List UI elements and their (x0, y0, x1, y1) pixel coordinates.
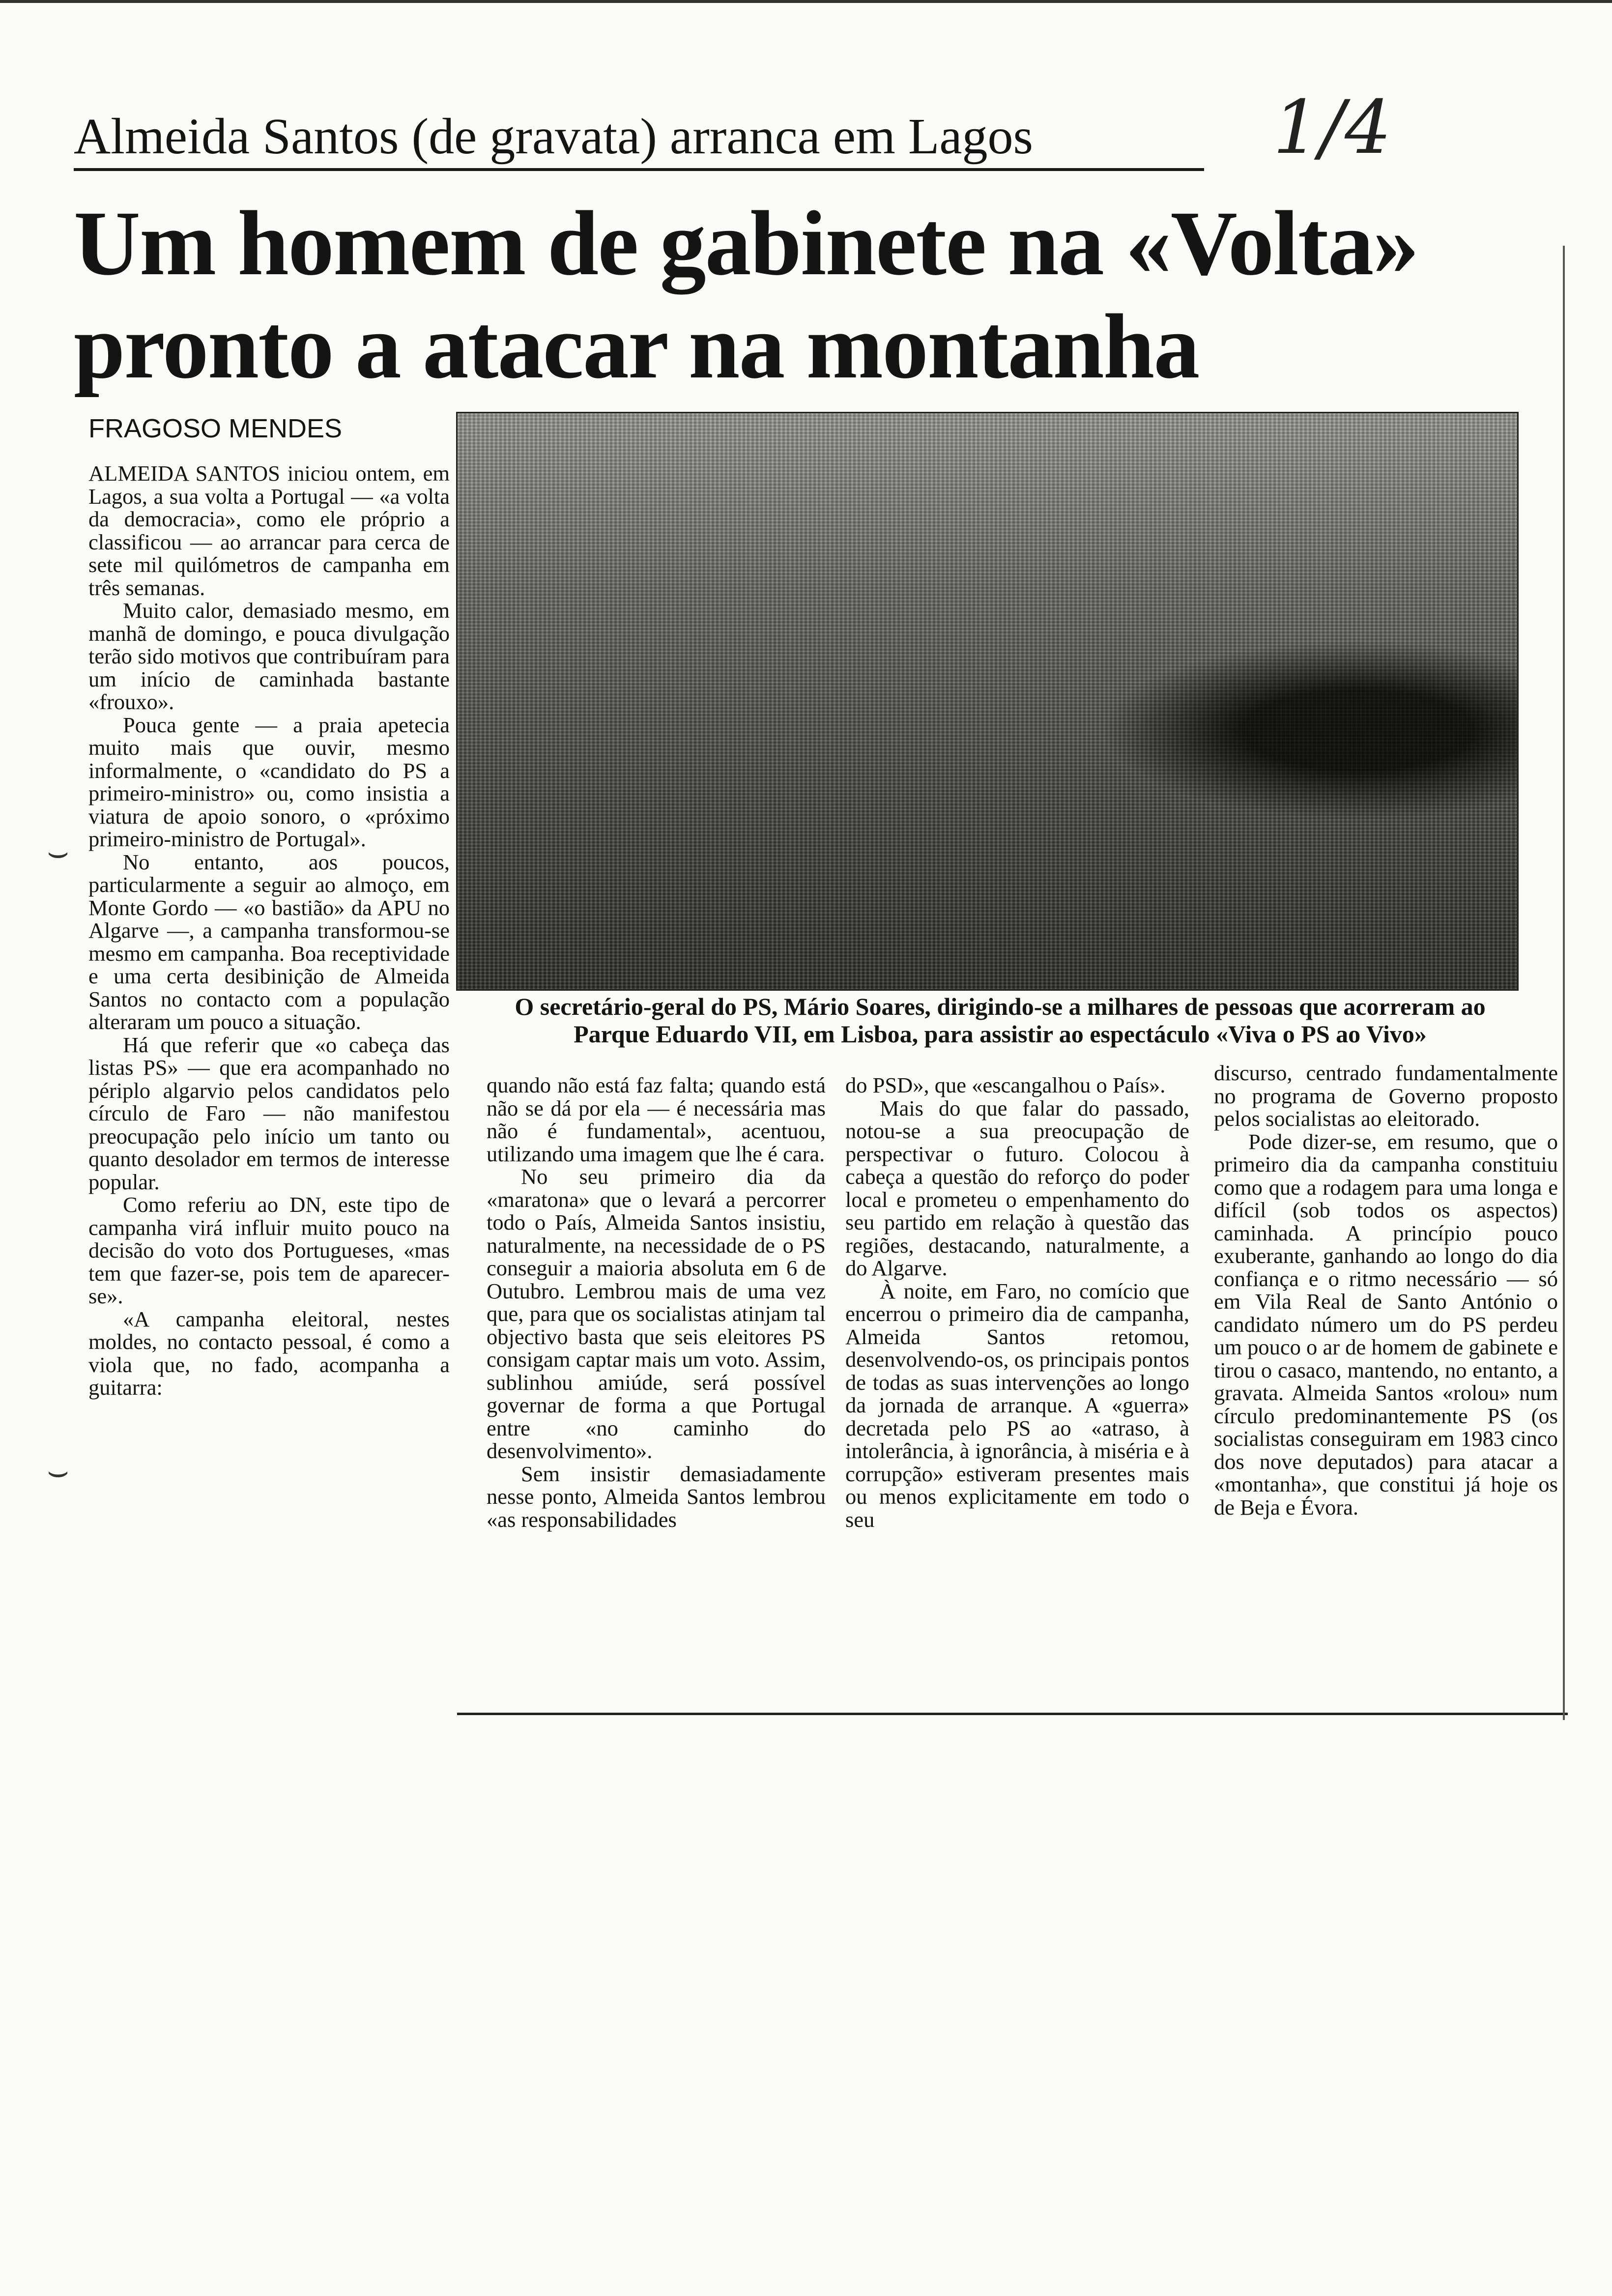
paragraph: Muito calor, demasiado mesmo, em manhã de domingo, e pouca divulgação terão sido motivos que contribuíram para um início de caminhada bastante «frouxo». (88, 598, 450, 714)
paragraph: Pouca gente — a praia apetecia muito mais que ouvir, mesmo informalmente, o «candidato do PS a primeiro-ministro» ou, como insistia a viatura de apoio sonoro, o «próximo primeiro-ministro de Portugal». (88, 712, 450, 851)
page-right-rule (1563, 246, 1565, 1720)
page-top-rule (0, 0, 1612, 3)
paragraph: Como referiu ao DN, este tipo de campanha virá influir muito pouco na decisão do voto dos Portugueses, «mas tem que fazer-se, pois tem de aparecer-se». (88, 1192, 450, 1308)
photo-caption (472, 993, 1528, 1048)
paragraph: Pode dizer-se, em resumo, que o primeiro dia da campanha constituiu como que a rodagem para uma longa e difícil (sob todos os aspectos) caminhada. A princípio pouco exuberante, ganhando ao longo do dia confiança e o ritmo necessário — só em Vila Real de Santo António o candidato número um do PS perdeu um pouco o ar de homem de gabinete e tirou o casaco, mantendo, no entanto, a gravata. Almeida Santos «rolou» num círculo predominantemente PS (os socialistas conseguiram em 1983 cinco dos nove deputados) para atacar a «montanha», que constitui já hoje os de Beja e Évora. (1214, 1129, 1558, 1520)
paragraph: Sem insistir demasiadamente nesse ponto, Almeida Santos lembrou «as responsabilidades (487, 1461, 826, 1532)
paragraph: discurso, centrado fundamentalmente no programa de Governo proposto pelos socialistas ao eleitorado. (1214, 1061, 1558, 1131)
paragraph: ALMEIDA SANTOS iniciou ontem, em Lagos, a sua volta a Portugal — «a volta da democracia», como ele próprio a classificou — ao arrancar para cerca de sete mil quilómetros de campanha em três semanas. (88, 461, 450, 600)
handwritten-mark: 1/4 (1273, 85, 1392, 171)
article-column-2 (487, 1074, 826, 1531)
paragraph: Mais do que falar do passado, notou-se a sua preocupação de perspectivar o futuro. Colocou à cabeça a questão do reforço do poder local e prometeu o empenhamento do seu partido em relação à questão das regiões, destacando, naturalmente, a do Algarve. (845, 1095, 1189, 1280)
crowd-photo (456, 412, 1519, 991)
headline-line-2: pronto a atacar na montanha (74, 295, 1199, 398)
photo-caption-line-1: O secretário-geral do PS, Mário Soares, dirigindo-se a milhares de pessoas que acorreram ao (515, 993, 1486, 1020)
margin-pencil-mark: ⌣ (47, 833, 70, 871)
paragraph: À noite, em Faro, no comício que encerrou o primeiro dia de campanha, Almeida Santos retomou, desenvolvendo-os, os principais pontos de todas as suas intervenções ao longo da jornada de arranque. A «guerra» decretada pelo PS ao «atraso, à intolerância, à ignorância, à miséria e à corrupção» estiveram presentes mais ou menos explicitamente em todo o seu (845, 1278, 1189, 1532)
paragraph: quando não está faz falta; quando está não se dá por ela — é necessária mas não é fundamental», acentuou, utilizando uma imagem que lhe é cara. (487, 1073, 826, 1166)
paragraph: No seu primeiro dia da «maratona» que o levará a percorrer todo o País, Almeida Santos insistiu, naturalmente, na necessidade de o PS conseguir a maioria absoluta em 6 de Outubro. Lembrou mais de uma vez que, para que os socialistas atinjam tal objectivo basta que seis eleitores PS consigam captar mais um voto. Assim, sublinhou amiúde, será possível governar de forma a que Portugal entre «no caminho do desenvolvimento». (487, 1164, 826, 1463)
article-column-1 (88, 462, 450, 1399)
paragraph: No entanto, aos poucos, particularmente a seguir ao almoço, em Monte Gordo — «o bastião» da APU no Algarve —, a campanha transformou-se mesmo em campanha. Boa receptividade e uma certa desibinição de Almeida Santos no contacto com a população alteraram um pouco a situação. (88, 849, 450, 1034)
byline: FRAGOSO MENDES (88, 414, 343, 443)
article-column-4 (1214, 1062, 1558, 1519)
article-kicker: Almeida Santos (de gravata) arranca em Lagos (74, 107, 1204, 171)
paragraph: «A campanha eleitoral, nestes moldes, no contacto pessoal, é como a viola que, no fado, acompanha a guitarra: (88, 1306, 450, 1400)
article-bottom-rule (457, 1713, 1568, 1715)
paragraph: do PSD», que «escangalhou o País». (845, 1073, 1166, 1097)
photo-caption-line-2: Parque Eduardo VII, em Lisboa, para assistir ao espectáculo «Viva o PS ao Vivo» (574, 1020, 1427, 1048)
article-headline (74, 192, 1548, 398)
margin-pencil-mark: ⌣ (47, 1453, 70, 1491)
paragraph: Há que referir que «o cabeça das listas PS» — que era acompanhado no périplo algarvio pelos candidatos pelo círculo de Faro — não manifestou preocupação pelo início um tanto ou quanto desolador em termos de interesse popular. (88, 1032, 450, 1194)
article-column-3 (845, 1074, 1189, 1531)
headline-line-1: Um homem de gabinete na «Volta» (74, 192, 1418, 294)
